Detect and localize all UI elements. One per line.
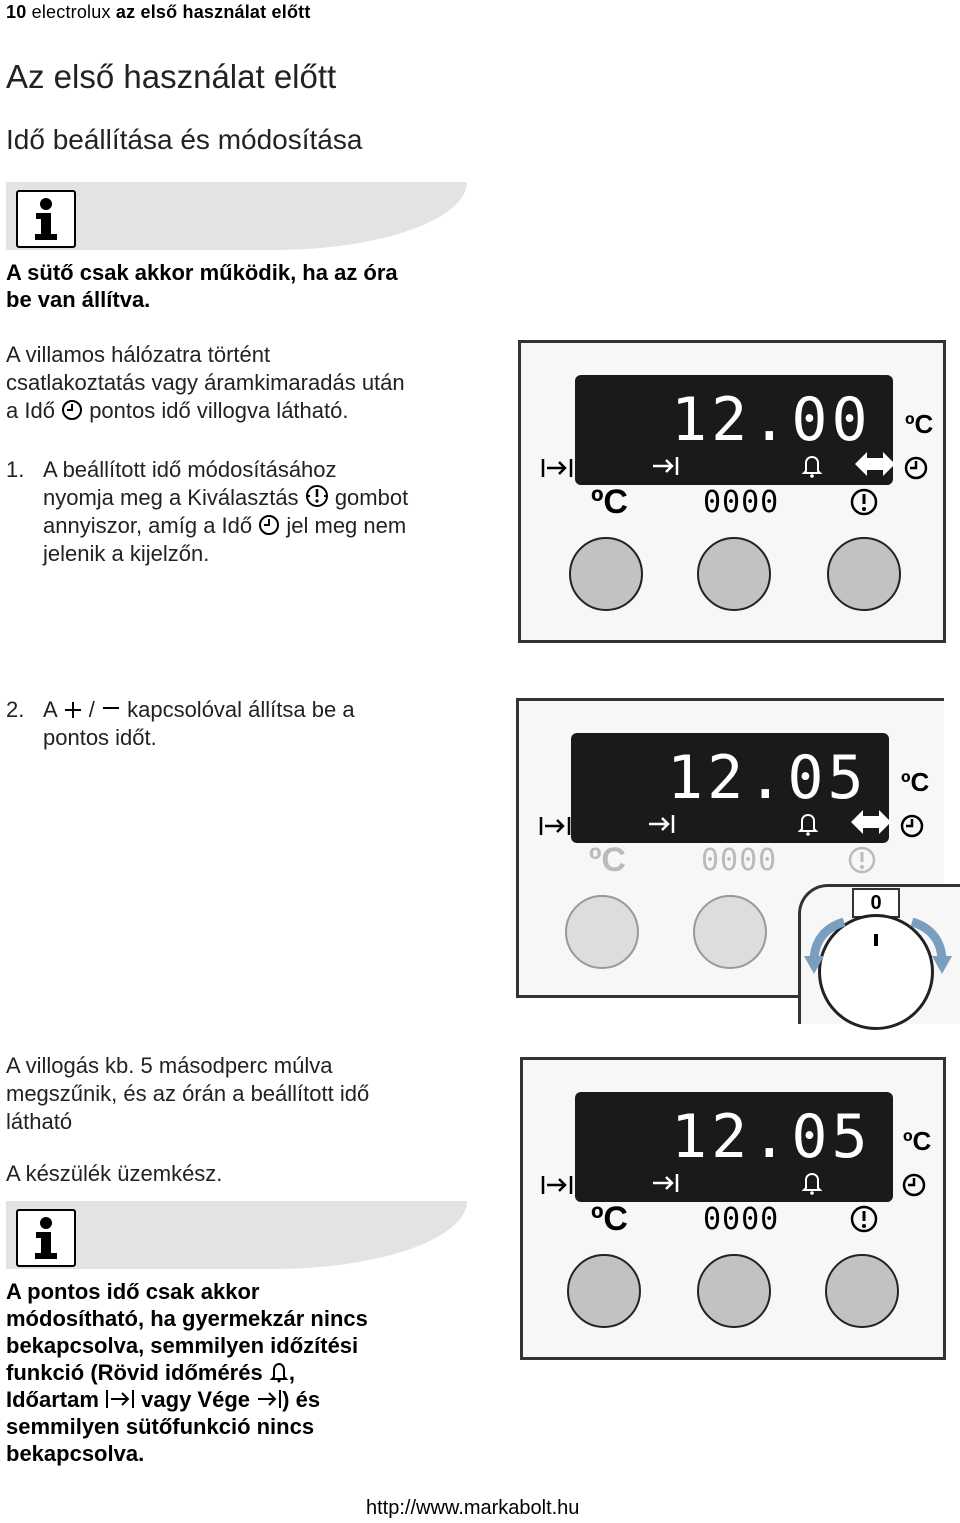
note2-text: ) és: [282, 1387, 321, 1412]
duration-icon: [539, 815, 571, 837]
temp-unit: ºC: [903, 1126, 932, 1156]
step2-number: 2.: [6, 697, 25, 722]
clock-icon: [901, 1172, 927, 1198]
control-panel: [518, 340, 946, 643]
step1: [43, 456, 408, 568]
child-lock-icon: [853, 447, 897, 481]
note2-text: vagy Vége: [141, 1387, 251, 1412]
clock-icon: [61, 399, 83, 421]
sub-readout: 0000: [703, 1202, 780, 1237]
page-header: [6, 2, 311, 23]
select-icon: [847, 845, 877, 875]
brand-name: electrolux: [31, 2, 111, 22]
knob-mark: [874, 934, 878, 946]
note2-line: A pontos idő csak akkor: [6, 1279, 260, 1304]
duration-icon: [541, 1174, 573, 1196]
step1-number: 1.: [6, 457, 25, 482]
timer-button[interactable]: [697, 1254, 771, 1328]
timer-button[interactable]: [697, 537, 771, 611]
duration-icon: [541, 457, 573, 479]
sub-readout: 0000: [701, 843, 778, 878]
bell-icon: [801, 453, 823, 479]
time-readout: 12.00: [671, 385, 872, 455]
select-icon: [849, 1204, 879, 1234]
end-icon: [256, 1388, 282, 1410]
display: [575, 1092, 893, 1202]
step1-text: jel meg nem: [286, 513, 407, 538]
note1: [6, 259, 398, 313]
clock-icon: [903, 455, 929, 481]
page-title: Az első használat előtt: [6, 58, 337, 95]
select-icon: [305, 484, 329, 508]
child-lock-icon: [849, 805, 893, 839]
end-icon: [651, 1172, 681, 1194]
para1-line: csatlakoztatás vagy áramkimaradás után: [6, 370, 405, 395]
step2-line: pontos időt.: [43, 725, 157, 750]
step1-text: gombot: [334, 485, 409, 510]
step1-text: annyiszor, amíg a Idő: [43, 513, 253, 538]
end-icon: [651, 455, 681, 477]
ready-text: A készülék üzemkész.: [6, 1161, 223, 1186]
bell-icon: [797, 811, 819, 837]
section-name: az első használat előtt: [115, 2, 311, 22]
page-number: 10: [6, 2, 27, 22]
para1-text: a Idő: [6, 398, 55, 423]
step1-text: nyomja meg a Kiválasztás: [43, 485, 299, 510]
clock-icon: [899, 813, 925, 839]
control-panel: [520, 1057, 946, 1360]
info-icon: [16, 1209, 76, 1267]
note2-text: Időartam: [6, 1387, 99, 1412]
minus-icon: [101, 700, 121, 720]
sub-readout: 0000: [703, 485, 780, 520]
duration-icon: [105, 1388, 135, 1410]
plus-icon: [63, 700, 83, 720]
step2-line: [43, 696, 355, 724]
note1-line: A sütő csak akkor működik, ha az óra: [6, 260, 398, 285]
select-button[interactable]: [825, 1254, 899, 1328]
temp-label: ºC: [591, 1200, 628, 1238]
time-readout: 12.05: [671, 1102, 872, 1172]
info-bar: [6, 1201, 467, 1269]
knob-indicator: 0: [852, 888, 900, 918]
display: [575, 375, 893, 485]
timer-button[interactable]: [693, 895, 767, 969]
plus-arrow-icon: [906, 918, 952, 976]
step2-text: /: [88, 697, 95, 722]
para1: [6, 341, 405, 425]
step1-line: jelenik a kijelzőn.: [43, 541, 210, 566]
note2-text: ,: [288, 1360, 295, 1385]
step1-line: A beállított idő módosításához: [43, 457, 337, 482]
note2-line: bekapcsolva, semmilyen időzítési: [6, 1333, 359, 1358]
select-icon: [849, 487, 879, 517]
para1-line: [6, 397, 405, 425]
note2-line: semmilyen sütőfunkció nincs: [6, 1414, 315, 1439]
note2: [6, 1278, 368, 1467]
temp-button[interactable]: [565, 895, 639, 969]
info-bar: [6, 182, 467, 250]
note2-text: funkció (Rövid időmérés: [6, 1360, 263, 1385]
step1-line: [43, 484, 408, 512]
note2-line: bekapcsolva.: [6, 1441, 145, 1466]
para2-line: megszűnik, és az órán a beállított idő: [6, 1081, 370, 1106]
page-subtitle: Idő beállítása és módosítása: [6, 124, 363, 155]
note2-line: [6, 1359, 368, 1386]
select-button[interactable]: [827, 537, 901, 611]
temp-label: ºC: [589, 841, 626, 879]
minus-arrow-icon: [804, 918, 850, 976]
para1-line: A villamos hálózatra történt: [6, 342, 271, 367]
temp-button[interactable]: [567, 1254, 641, 1328]
temp-label: ºC: [591, 483, 628, 521]
para2-line: látható: [6, 1109, 73, 1134]
clock-icon: [258, 514, 280, 536]
step2-text: kapcsolóval állítsa be a: [127, 697, 355, 722]
time-readout: 12.05: [667, 743, 868, 813]
temp-unit: ºC: [905, 409, 934, 439]
step1-line: [43, 512, 408, 540]
end-icon: [647, 813, 677, 835]
note2-line: módosítható, ha gyermekzár nincs: [6, 1306, 368, 1331]
display: [571, 733, 889, 843]
temp-button[interactable]: [569, 537, 643, 611]
para2: [6, 1052, 369, 1136]
bell-icon: [801, 1170, 823, 1196]
temp-unit: ºC: [901, 767, 930, 797]
bell-icon: [269, 1361, 289, 1383]
step2-text: A: [43, 697, 57, 722]
info-icon: [16, 190, 76, 248]
step2: [43, 696, 355, 752]
note2-line: [6, 1386, 368, 1413]
footer-link[interactable]: http://www.markabolt.hu: [366, 1497, 580, 1519]
note1-line: be van állítva.: [6, 287, 151, 312]
para1-text: pontos idő villogva látható.: [89, 398, 349, 423]
para2-line: A villogás kb. 5 másodperc múlva: [6, 1053, 333, 1078]
